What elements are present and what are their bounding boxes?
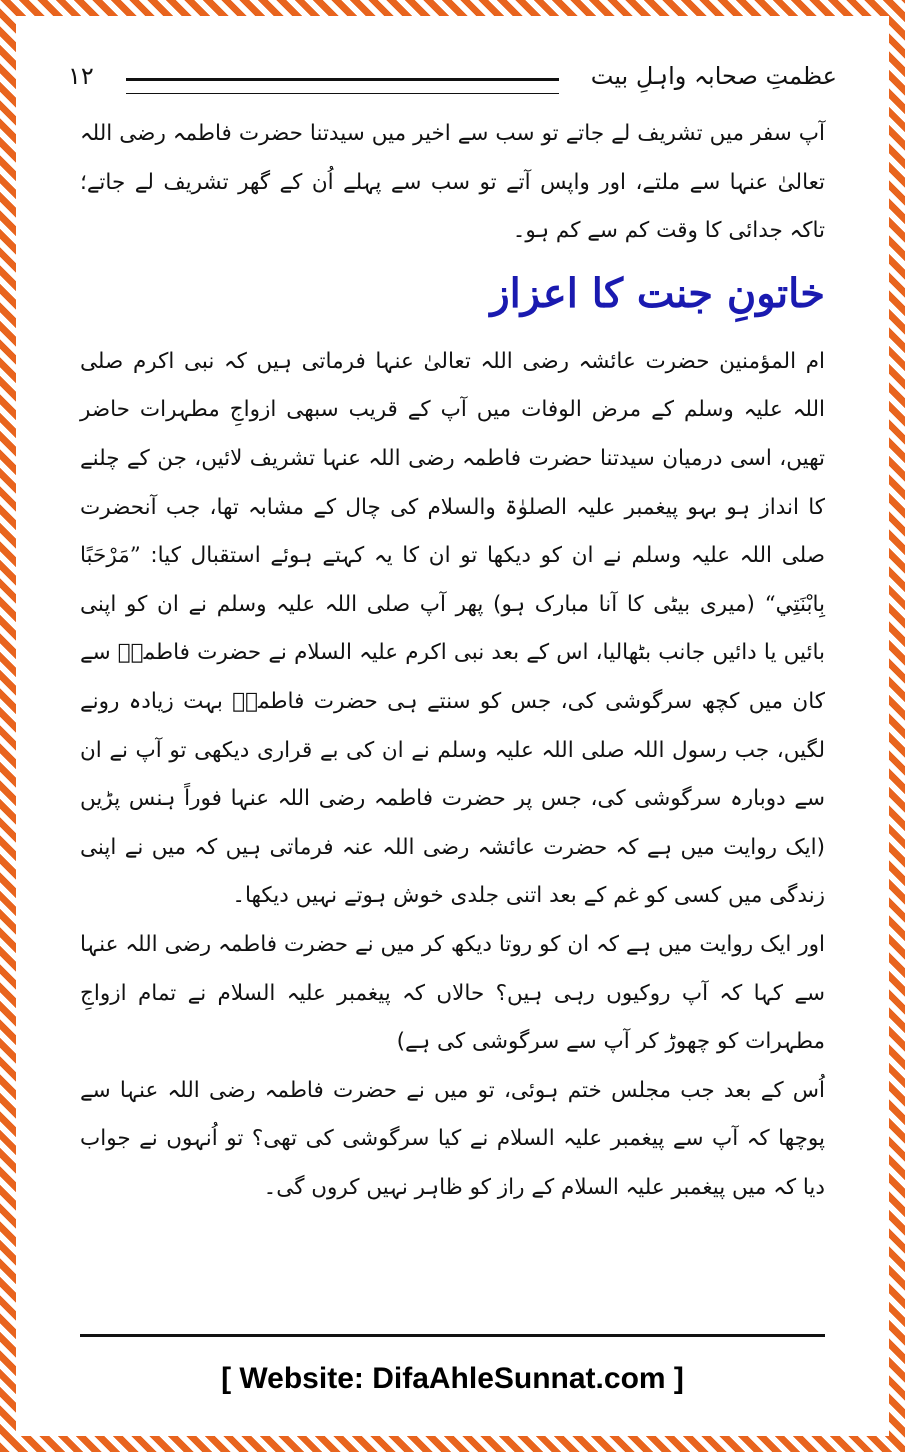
section-heading: خاتونِ جنت کا اعزاز [490, 269, 825, 317]
arabic-quote: ”مَرْحَبًا بِابْنَتِي“ [80, 543, 825, 617]
paragraph-main [80, 338, 825, 921]
page-number: ۱۲ [68, 62, 94, 90]
page-body [80, 110, 825, 1212]
footer-rule [80, 1334, 825, 1337]
website-footer: [ Website: DifaAhleSunnat.com ] [221, 1362, 684, 1395]
paragraph-intro: آپ سفر میں تشریف لے جاتے تو سب سے اخیر میں سیدتنا حضرت فاطمہ رضی اللہ تعالیٰ عنہا سے ملتے، اور واپس آتے تو سب سے پہلے اُن کے گھر تشریف لے جاتے؛ تاکہ جدائی کا وقت کم سے کم ہو۔ [80, 121, 825, 244]
paragraph-narration: اور ایک روایت میں ہے کہ ان کو روتا دیکھ کر میں نے حضرت فاطمہ رضی اللہ عنہا سے کہا کہ آپ روکیوں رہی ہیں؟ حالاں کہ پیغمبر علیہ السلام نے تمام ازواجِ مطہرات کو چھوڑ کر آپ سے سرگوشی کی ہے) [80, 931, 825, 1055]
paragraph-main-part-1: ام المؤمنین حضرت عائشہ رضی اللہ تعالیٰ عنہا فرماتی ہیں کہ نبی اکرم صلی اللہ علیہ وسلم کے مرض الوفات میں آپ کے قریب سبھی ازواجِ مطہرات حاضر تھیں، اسی درمیان سیدتنا حضرت فاطمہ رضی اللہ عنہا تشریف لائیں، جن کے چلنے کا انداز ہو بہو پیغمبر علیہ الصلوٰۃ والسلام کی چال کے مشابہ تھا، جب آنحضرت صلی اللہ علیہ وسلم نے ان کو دیکھا تو ان کا یہ کہتے ہوئے استقبال کیا: [80, 348, 825, 569]
book-title: عظمتِ صحابہ واہلِ بیت [590, 62, 837, 90]
paragraph-main-part-2: (میری بیٹی کا آنا مبارک ہو) پھر آپ صلی اللہ علیہ وسلم نے ان کو اپنی بائیں یا دائیں جانب بٹھالیا، اس کے بعد نبی اکرم علیہ السلام نے حضرت فاطمہؓ سے کان میں کچھ سرگوشی کی، جس کو سنتے ہی حضرت فاطمہؓ بہت زیادہ رونے لگیں، جب رسول اللہ صلی اللہ علیہ وسلم نے ان کی بے قراری دیکھی تو آپ نے ان سے دوبارہ سرگوشی کی، جس پر حضرت فاطمہ رضی اللہ عنہا فوراً ہنس پڑیں (ایک روایت میں ہے کہ حضرت عائشہ رضی اللہ عنہ فرماتی ہیں کہ میں نے اپنی زندگی میں کسی کو غم کے بعد اتنی جلدی خوش ہوتے نہیں دیکھا۔ [80, 591, 825, 909]
header-rule [126, 78, 559, 94]
paragraph-closing: اُس کے بعد جب مجلس ختم ہوئی، تو میں نے حضرت فاطمہ رضی اللہ عنہا سے پوچھا کہ آپ سے پیغمبر علیہ السلام نے کیا سرگوشی کی تھی؟ تو اُنہوں نے جواب دیا کہ میں پیغمبر علیہ السلام کے راز کو ظاہر نہیں کروں گی۔ [80, 1077, 825, 1200]
page-header [68, 60, 837, 100]
